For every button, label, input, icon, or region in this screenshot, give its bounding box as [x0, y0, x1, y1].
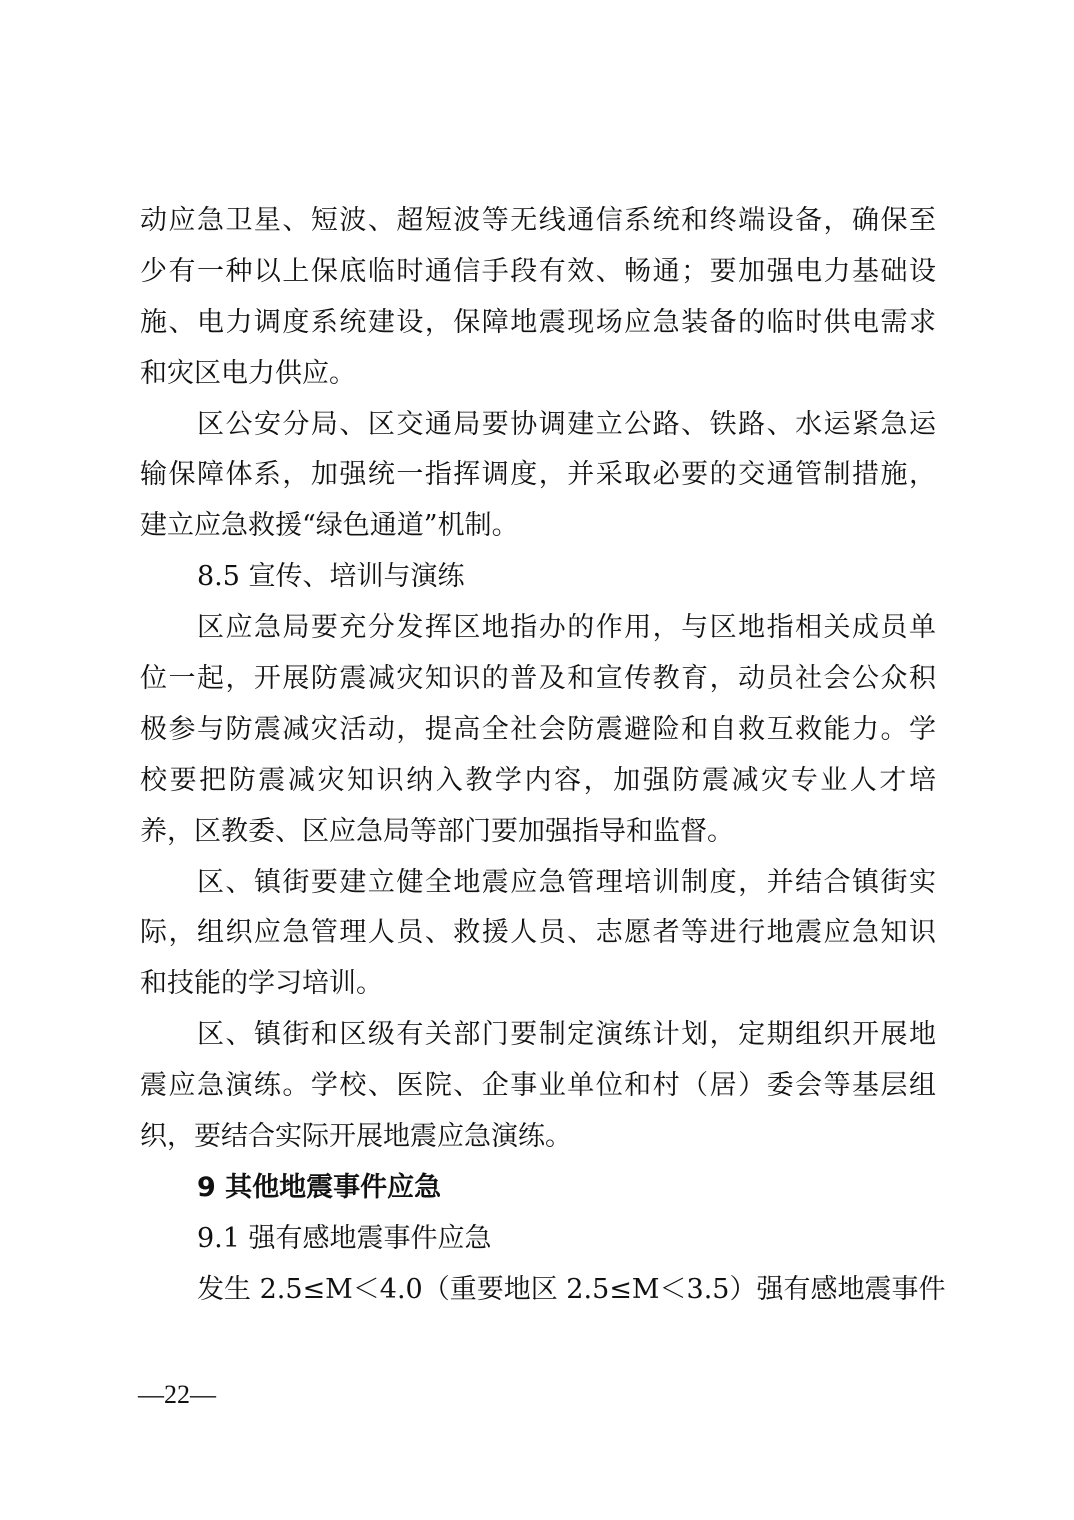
text-line: 际，组织应急管理人员、救援人员、志愿者等进行地震应急知识 — [140, 917, 936, 949]
text-line: 位一起，开展防震减灾知识的普及和宣传教育，动员社会公众积 — [140, 663, 936, 695]
text-line: 区公安分局、区交通局要协调建立公路、铁路、水运紧急运 — [197, 408, 936, 440]
text-line: 建立应急救援“绿色通道”机制。 — [140, 510, 519, 542]
text-line: 区、镇街要建立健全地震应急管理培训制度，并结合镇街实 — [197, 866, 936, 898]
section-heading-9: 9 其他地震事件应急 — [197, 1171, 442, 1203]
document-body — [140, 196, 946, 1316]
text-line: 区、镇街和区级有关部门要制定演练计划，定期组织开展地 — [197, 1019, 936, 1051]
text-line: 发生 2.5≤M＜4.0（重要地区 2.5≤M＜3.5）强有感地震事件 — [197, 1273, 946, 1305]
text-line: 养，区教委、区应急局等部门要加强指导和监督。 — [140, 815, 734, 847]
text-line: 输保障体系，加强统一指挥调度，并采取必要的交通管制措施， — [140, 459, 936, 491]
text-line: 和灾区电力供应。 — [140, 357, 356, 389]
page-number: —22— — [138, 1380, 216, 1409]
text-line: 施、电力调度系统建设，保障地震现场应急装备的临时供电需求 — [140, 306, 936, 338]
text-line: 少有一种以上保底临时通信手段有效、畅通；要加强电力基础设 — [140, 255, 936, 287]
text-line: 和技能的学习培训。 — [140, 968, 383, 1000]
text-line: 织，要结合实际开展地震应急演练。 — [140, 1121, 572, 1153]
text-line: 动应急卫星、短波、超短波等无线通信系统和终端设备，确保至 — [140, 205, 936, 236]
section-heading-9-1: 9.1 强有感地震事件应急 — [197, 1222, 492, 1254]
text-line: 校要把防震减灾知识纳入教学内容，加强防震减灾专业人才培 — [140, 764, 936, 796]
text-line: 震应急演练。学校、医院、企事业单位和村（居）委会等基层组 — [140, 1070, 936, 1102]
section-heading-8-5: 8.5 宣传、培训与演练 — [197, 561, 465, 593]
text-line: 区应急局要充分发挥区地指办的作用，与区地指相关成员单 — [197, 612, 936, 644]
text-line: 极参与防震减灾活动，提高全社会防震避险和自救互救能力。学 — [140, 713, 936, 745]
